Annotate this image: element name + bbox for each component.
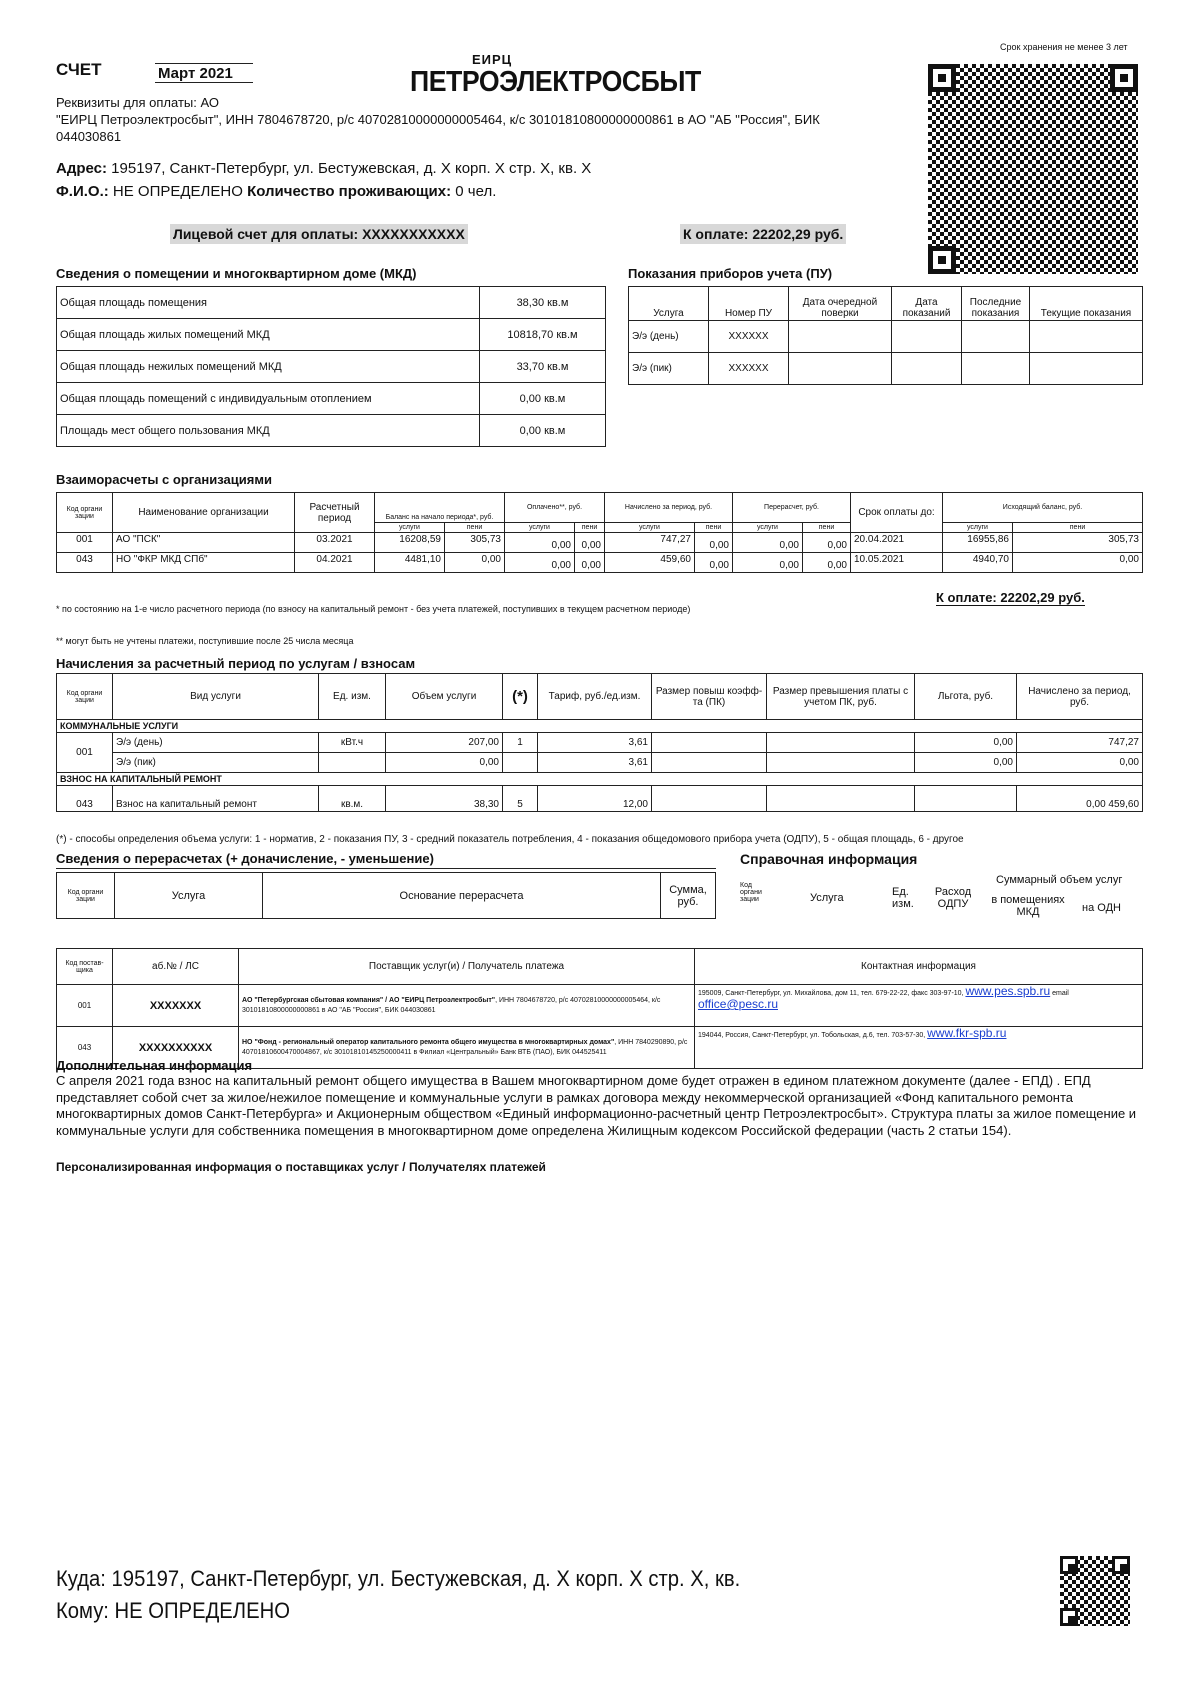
address-line: [56, 160, 591, 177]
supplier-code: 043: [57, 1027, 113, 1069]
premises-label: Общая площадь жилых помещений МКД: [57, 319, 480, 351]
account-number: Лицевой счет для оплаты: XXXXXXXXXXX: [170, 224, 468, 244]
residents-value: 0 чел.: [455, 183, 497, 200]
settlement-cell: 0,00: [505, 553, 575, 573]
requisites-line-1: Реквизиты для оплаты: АО: [56, 95, 219, 110]
fio-label: Ф.И.О.:: [56, 183, 109, 200]
settlement-cell: 0,00: [1013, 553, 1143, 573]
supplier-contact-address: 195009, Санкт-Петербург, ул. Михайлова, дом 11, тел. 679-22-22, факс 303-97-10,: [698, 990, 964, 997]
footer-qr-code: [1060, 1556, 1130, 1626]
meters-cell: [1030, 321, 1143, 353]
premises-row: [57, 415, 606, 447]
ref-h-sum: Суммарный объем услуг: [996, 874, 1123, 886]
charges-cell: 5: [503, 786, 538, 812]
charges-code-043: 043: [57, 786, 113, 812]
settlements-title: Взаиморасчеты с организациями: [56, 472, 272, 487]
ref-h-service: Услуга: [810, 892, 844, 904]
charges-cell: 1: [503, 733, 538, 753]
storage-note: Срок хранения не менее 3 лет: [1000, 42, 1128, 52]
fio-line: [56, 183, 496, 200]
supplier-code: 001: [57, 985, 113, 1027]
fio-value: НЕ ОПРЕДЕЛЕНО: [112, 183, 243, 200]
settle-h-recalc: Перерасчет, руб.: [733, 493, 851, 523]
charges-cell: [652, 733, 767, 753]
recalc-header: Услуга: [115, 873, 263, 919]
premises-label: Площадь мест общего пользования МКД: [57, 415, 480, 447]
charges-cell: 3,61: [538, 753, 652, 773]
settlement-cell: НО "ФКР МКД СПб": [113, 553, 295, 573]
charges-cell: 0,00: [1017, 753, 1143, 773]
settle-h-paid: Оплачено**, руб.: [505, 493, 605, 523]
charges-cell: [767, 733, 915, 753]
supplier-email-label: email: [1052, 990, 1069, 997]
recalc-header: Основание перерасчета: [263, 873, 661, 919]
supplier-contact-address: 194044, Россия, Санкт-Петербург, ул. Тобольская, д.6, тел. 703-57-30,: [698, 1032, 926, 1039]
settlements-table: [56, 492, 1143, 573]
sub-penalty: пени: [445, 523, 505, 533]
settlement-cell: 0,00: [505, 533, 575, 553]
meters-table: [628, 286, 1143, 385]
premises-label: Общая площадь нежилых помещений МКД: [57, 351, 480, 383]
charges-title: Начисления за расчетный период по услугам / взносам: [56, 656, 416, 671]
settlement-cell: 0,00: [733, 533, 803, 553]
supplier-email-link[interactable]: office@pesc.ru: [698, 997, 778, 1011]
mail-whom: Кому: НЕ ОПРЕДЕЛЕНО: [56, 1598, 290, 1623]
sub-services: услуги: [605, 523, 695, 533]
recalc-header: Сумма, руб.: [661, 873, 716, 919]
premises-label: Общая площадь помещения: [57, 287, 480, 319]
settle-h-due: Срок оплаты до:: [851, 493, 943, 533]
supplier-account: XXXXXXX: [113, 985, 239, 1027]
supplier-name-details: , ИНН 7804678720, р/с 40702810000000005464, к/с 30101810800000000861 в АО "АБ "Россия", БИК 044030861: [242, 996, 661, 1014]
charges-cell: 0,00: [915, 753, 1017, 773]
personal-info-title: Персонализированная информация о поставщиках услуг / Получателях платежей: [56, 1160, 546, 1174]
settlement-cell: 0,00: [733, 553, 803, 573]
premises-row: [57, 287, 606, 319]
address-value: 195197, Санкт-Петербург, ул. Бестужевская, д. Х корп. Х стр. Х, кв. Х: [111, 160, 592, 177]
reference-title: Справочная информация: [740, 851, 918, 867]
charges-cell: [767, 786, 915, 812]
meters-cell: [892, 353, 962, 385]
charges-group-capital: ВЗНОС НА КАПИТАЛЬНЫЙ РЕМОНТ: [57, 773, 1143, 786]
settle-h-code: Код органи зации: [57, 493, 113, 533]
charges-cell: 747,27: [1017, 733, 1143, 753]
charges-header: Ед. изм.: [319, 674, 386, 720]
charges-header: Размер превышения платы с учетом ПК, руб.: [767, 674, 915, 720]
meters-cell: XXXXXX: [709, 353, 789, 385]
premises-value: 0,00 кв.м: [480, 415, 606, 447]
logo-main-text: ПЕТРОЭЛЕКТРОСБЫТ: [410, 66, 701, 98]
settlement-cell: 747,27: [605, 533, 695, 553]
premises-table: [56, 286, 606, 447]
charges-code-001: 001: [57, 733, 113, 773]
charges-header: Тариф, руб./ед.изм.: [538, 674, 652, 720]
suppliers-header: Контактная информация: [695, 949, 1143, 985]
supplier-website-link[interactable]: www.pes.spb.ru: [965, 984, 1051, 998]
settlement-cell: 16208,59: [375, 533, 445, 553]
charges-cell: [319, 753, 386, 773]
settlement-cell: 459,60: [605, 553, 695, 573]
charges-cell: [767, 753, 915, 773]
meters-header: Услуга: [629, 287, 709, 321]
sub-services: услуги: [375, 523, 445, 533]
logo-top-text: ЕИРЦ: [472, 52, 513, 67]
meters-header: Текущие показания: [1030, 287, 1143, 321]
suppliers-header: Поставщик услуг(и) / Получатель платежа: [239, 949, 695, 985]
supplier-name-bold: АО "Петербургская сбытовая компания" / АО "ЕИРЦ Петроэлектросбыт": [242, 996, 496, 1004]
settlement-cell: 0,00: [803, 553, 851, 573]
meters-row: [629, 321, 1143, 353]
sub-services: услуги: [733, 523, 803, 533]
charges-header: (*): [503, 674, 538, 720]
settlement-row: [57, 553, 1143, 573]
ref-h-rooms: в помещениях МКД: [991, 894, 1065, 918]
charges-header: Льгота, руб.: [915, 674, 1017, 720]
settle-h-period: Расчетный период: [295, 493, 375, 533]
charges-cell: [652, 786, 767, 812]
recalc-table: [56, 872, 716, 919]
payment-requisites: [56, 94, 846, 145]
sub-penalty: пени: [1013, 523, 1143, 533]
settlement-cell: 0,00: [695, 533, 733, 553]
meters-header: Последние показания: [962, 287, 1030, 321]
meters-cell: [962, 321, 1030, 353]
settle-h-accrued: Начислено за период, руб.: [605, 493, 733, 523]
suppliers-table: [56, 948, 1143, 1069]
charges-note: (*) - способы определения объема услуги: 1 - норматив, 2 - показания ПУ, 3 - средний показатель потребления, 4 - показания общедомового прибора учета (ОДПУ), 5 - общая площадь, 6 - другое: [56, 834, 964, 845]
meters-cell: Э/э (пик): [629, 353, 709, 385]
settlement-cell: АО "ПСК": [113, 533, 295, 553]
additional-title: Дополнительная информация: [56, 1058, 253, 1073]
sub-penalty: пени: [575, 523, 605, 533]
ref-h-odn: на ОДН: [1082, 902, 1121, 914]
premises-value: 0,00 кв.м: [480, 383, 606, 415]
charges-header: Вид услуги: [113, 674, 319, 720]
charges-cell: [652, 753, 767, 773]
settlement-row: [57, 533, 1143, 553]
premises-row: [57, 383, 606, 415]
mail-to: Куда: 195197, Санкт-Петербург, ул. Бестужевская, д. Х корп. Х стр. Х, кв.: [56, 1566, 741, 1591]
payment-qr-code: [928, 64, 1138, 274]
residents-label: Количество проживающих:: [247, 183, 452, 200]
settlements-note-2: ** могут быть не учтены платежи, поступившие после 25 числа месяца: [56, 636, 354, 646]
sub-services: услуги: [505, 523, 575, 533]
sub-penalty: пени: [803, 523, 851, 533]
settlement-cell: 001: [57, 533, 113, 553]
charges-cell: 3,61: [538, 733, 652, 753]
ref-h-odpu: Расход ОДПУ: [934, 886, 972, 910]
charges-cell: [503, 753, 538, 773]
charges-cell: кВт.ч: [319, 733, 386, 753]
suppliers-header: Код постав- щика: [57, 949, 113, 985]
settlement-cell: 03.2021: [295, 533, 375, 553]
recalc-divider: [56, 868, 716, 869]
settlement-cell: 04.2021: [295, 553, 375, 573]
charges-header: Объем услуги: [386, 674, 503, 720]
recalc-header: Код органи зации: [57, 873, 115, 919]
premises-value: 33,70 кв.м: [480, 351, 606, 383]
settlement-cell: 305,73: [1013, 533, 1143, 553]
meters-title: Показания приборов учета (ПУ): [628, 266, 833, 281]
ref-h-code: Код органи зации: [740, 882, 762, 903]
charges-cell: Э/э (день): [113, 733, 319, 753]
settlement-cell: 16955,86: [943, 533, 1013, 553]
settlements-total: К оплате: 22202,29 руб.: [936, 590, 1085, 605]
premises-value: 10818,70 кв.м: [480, 319, 606, 351]
charges-cell: 207,00: [386, 733, 503, 753]
settle-h-name: Наименование организации: [113, 493, 295, 533]
supplier-contact: [695, 1027, 1143, 1069]
meters-cell: [789, 353, 892, 385]
additional-text: С апреля 2021 года взнос на капитальный ремонт общего имущества в Вашем многоквартирном доме будет отражен в едином платежном документе (далее - ЕПД) . ЕПД представляет собой счет за жилое/нежилое помещение и коммунальные услуги в рамках договора между некоммерческой организацией «Фонд капитального ремонта многоквартирных домов Санкт-Петербурга» и Акционерным обществом «Единый информационно-расчетный центр Петроэлектросбыт». Структура платы за жилое помещение и коммунальные услуги для собственника помещения в многоквартирном доме определена Жилищным кодексом Российской федерации (часть 2 статьи 154).: [56, 1073, 1137, 1138]
settlement-cell: 4940,70: [943, 553, 1013, 573]
supplier-website-link[interactable]: www.fkr-spb.ru: [927, 1026, 1007, 1040]
settlement-cell: 0,00: [803, 533, 851, 553]
suppliers-header: аб.№ / ЛС: [113, 949, 239, 985]
charges-group-utilities: КОММУНАЛЬНЫЕ УСЛУГИ: [57, 720, 1143, 733]
premises-value: 38,30 кв.м: [480, 287, 606, 319]
supplier-name-details: , ИНН 7840290890, р/с 40701810600470004867, к/с 30101810145250000411 в Филиал «Центральный» Банк ВТБ (ПАО), БИК 044525411: [242, 1038, 688, 1056]
sub-services: услуги: [943, 523, 1013, 533]
meters-cell: [1030, 353, 1143, 385]
premises-row: [57, 351, 606, 383]
recalc-title: Сведения о перерасчетах (+ доначисление, - уменьшение): [56, 851, 434, 866]
sub-penalty: пени: [695, 523, 733, 533]
meters-cell: Э/э (день): [629, 321, 709, 353]
settlement-cell: 043: [57, 553, 113, 573]
ref-h-unit: Ед. изм.: [892, 886, 914, 910]
settlement-cell: 305,73: [445, 533, 505, 553]
charges-header: Начислено за период, руб.: [1017, 674, 1143, 720]
charges-table: [56, 673, 1143, 812]
settlement-cell: 0,00: [445, 553, 505, 573]
settlement-cell: 0,00: [695, 553, 733, 573]
charges-cell: [915, 786, 1017, 812]
requisites-line-2: "ЕИРЦ Петроэлектросбыт", ИНН 7804678720, р/с 40702810000000005464, к/с 30101810800000000861 в АО "АБ "Россия", БИК: [56, 112, 820, 127]
charges-cell: Взнос на капитальный ремонт: [113, 786, 319, 812]
charges-cell: 0,00: [386, 753, 503, 773]
requisites-line-3: 044030861: [56, 129, 122, 144]
settlement-cell: 4481,10: [375, 553, 445, 573]
charges-header: Размер повыш коэфф-та (ПК): [652, 674, 767, 720]
supplier-account: XXXXXXXXXX: [113, 1027, 239, 1069]
charges-cell: кв.м.: [319, 786, 386, 812]
settlement-cell: 20.04.2021: [851, 533, 943, 553]
premises-row: [57, 319, 606, 351]
charges-cell: 0,00 459,60: [1017, 786, 1143, 812]
settlement-cell: 0,00: [575, 553, 605, 573]
charges-cell: 0,00: [915, 733, 1017, 753]
settlement-cell: 0,00: [575, 533, 605, 553]
billing-period: Март 2021: [155, 63, 253, 83]
charges-header: Код органи зации: [57, 674, 113, 720]
meters-cell: XXXXXX: [709, 321, 789, 353]
supplier-contact: [695, 985, 1143, 1027]
address-label: Адрес:: [56, 160, 107, 177]
settlements-note-1: * по состоянию на 1-е число расчетного периода (по взносу на капитальный ремонт - без учета платежей, поступивших в текущем расчетном периоде): [56, 604, 691, 614]
settle-h-out: Исходящий баланс, руб.: [943, 493, 1143, 523]
reference-header: [740, 872, 1143, 924]
meters-cell: [962, 353, 1030, 385]
settle-h-balance: Баланс на начало периода*, руб.: [375, 493, 505, 523]
settlement-cell: 10.05.2021: [851, 553, 943, 573]
charges-cell: 12,00: [538, 786, 652, 812]
meters-cell: [892, 321, 962, 353]
meters-cell: [789, 321, 892, 353]
charges-cell: 38,30: [386, 786, 503, 812]
meters-header: Дата очередной поверки: [789, 287, 892, 321]
premises-title: Сведения о помещении и многоквартирном доме (МКД): [56, 266, 417, 281]
meters-row: [629, 353, 1143, 385]
supplier-name: [239, 1027, 695, 1069]
supplier-row: [57, 985, 1143, 1027]
premises-label: Общая площадь помещений с индивидуальным отоплением: [57, 383, 480, 415]
doc-title: СЧЕТ: [56, 60, 102, 79]
charges-cell: Э/э (пик): [113, 753, 319, 773]
meters-header: Дата показаний: [892, 287, 962, 321]
total-to-pay: К оплате: 22202,29 руб.: [680, 224, 846, 244]
meters-header: Номер ПУ: [709, 287, 789, 321]
supplier-name: [239, 985, 695, 1027]
supplier-name-bold: НО "Фонд - региональный оператор капитального ремонта общего имущества в многоквартирных домах": [242, 1038, 615, 1046]
